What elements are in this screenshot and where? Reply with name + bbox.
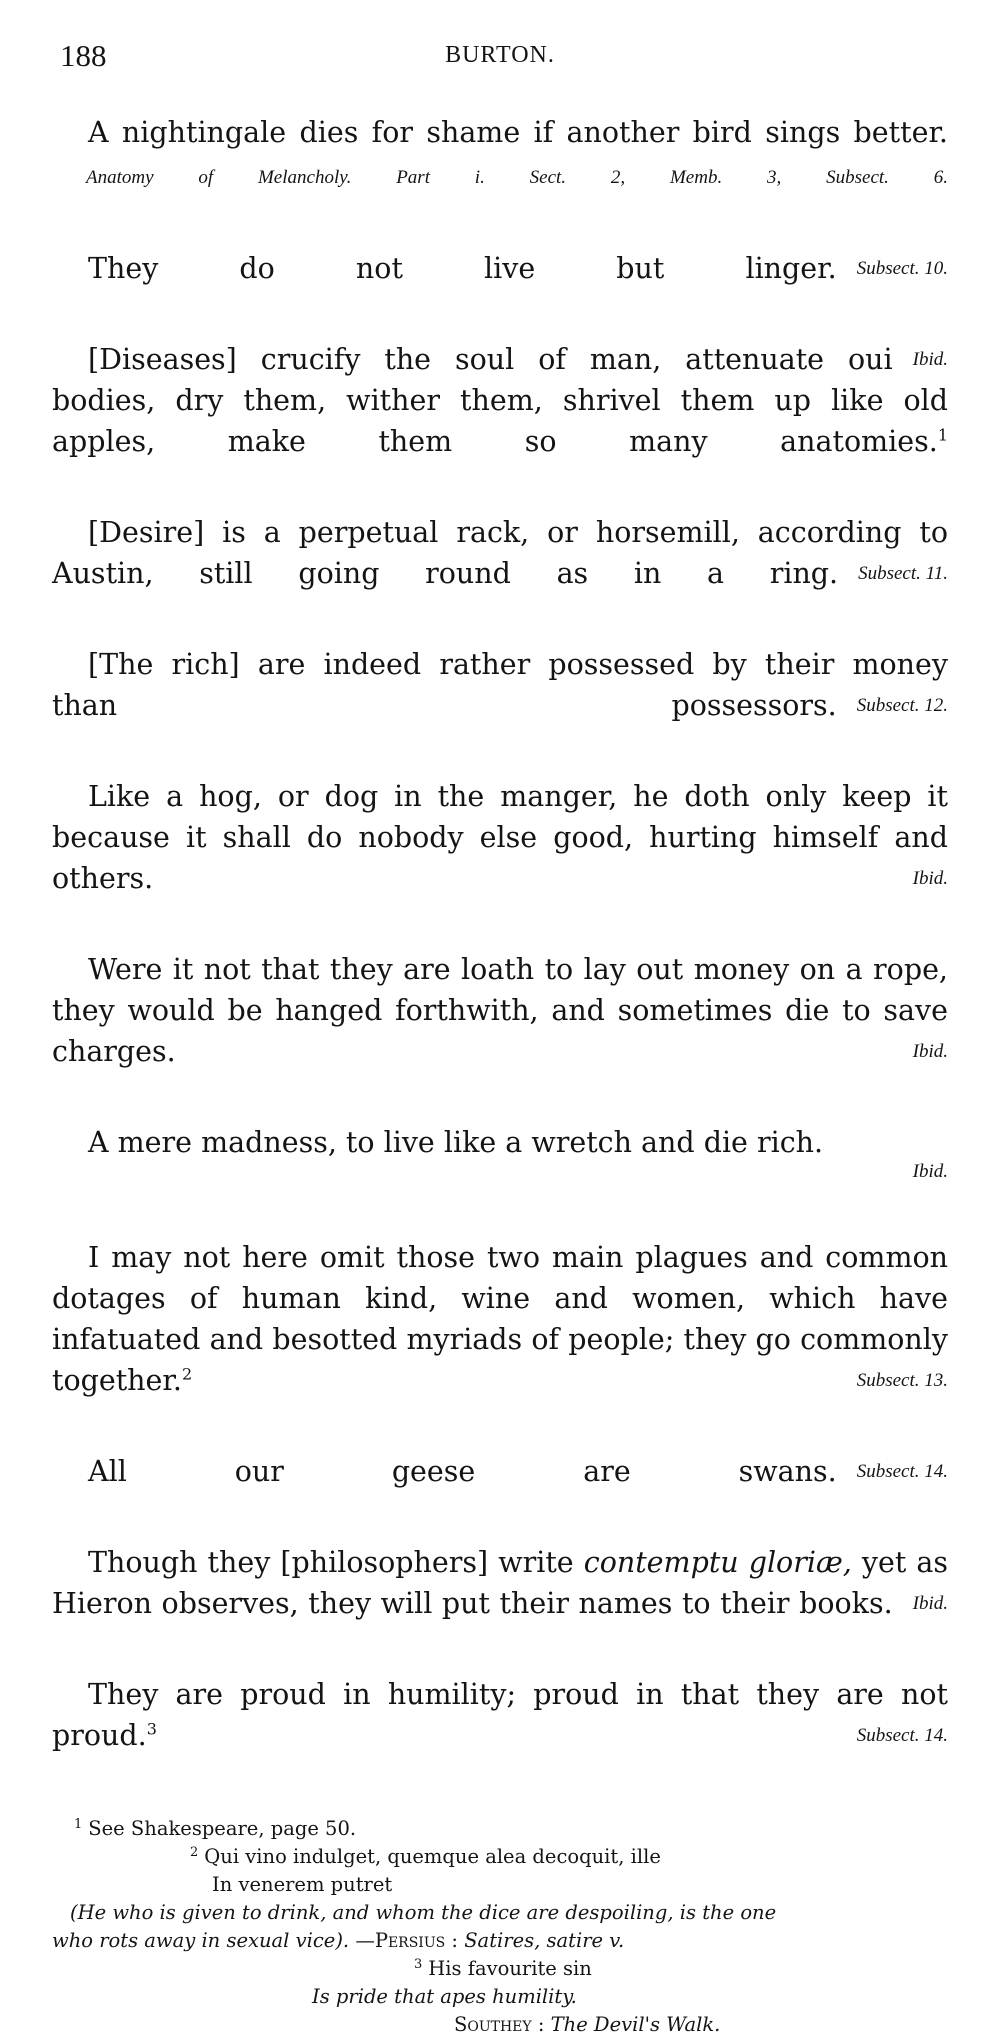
quote-latin-phrase: contemptu gloriæ, <box>583 1546 852 1579</box>
running-head: BURTON. <box>445 42 555 68</box>
quote-madness <box>52 1122 948 1228</box>
quote-citation: Subsect. 13. <box>856 1370 948 1391</box>
footnote-reference: 1 <box>937 425 948 445</box>
quote-rope <box>52 949 948 1113</box>
footnote-text: See Shakespeare, page 50. <box>88 1817 357 1840</box>
footnote-3-line-1 <box>52 1955 948 1983</box>
quote-citation: Subsect. 10. <box>856 258 948 279</box>
footnote-3-line-2 <box>52 1983 948 2011</box>
quote-geese <box>52 1451 948 1533</box>
page-number: 188 <box>60 38 107 73</box>
quote-text: A nightingale dies for shame if another bird sings better. <box>88 116 948 149</box>
footnote-text: Qui vino indulget, quemque alea decoquit, ille <box>204 1845 661 1868</box>
footnote-3-line-3 <box>52 2011 948 2039</box>
quote-proud <box>52 1674 948 1797</box>
quote-philosophers <box>52 1542 948 1665</box>
quote-text-before: Though they [philosophers] write <box>88 1546 584 1579</box>
page-header <box>52 28 948 84</box>
footnotes <box>52 1815 948 2039</box>
quote-text: I may not here omit those two main plagues and common dotages of human kind, wine and women, which have infatuated and besotted myriads of people; they go commonly together. <box>52 1241 948 1397</box>
footnote-2-line-2 <box>52 1871 948 1899</box>
footnote-separator: : <box>531 2013 551 2036</box>
quote-nightingale <box>52 112 948 239</box>
footnote-2-line-1 <box>52 1843 948 1871</box>
footnote-text: Is pride that apes humility. <box>312 1985 577 2008</box>
quote-citation: Ibid. <box>912 349 948 370</box>
quote-citation: Subsect. 14. <box>856 1461 948 1482</box>
quote-citation: Ibid. <box>912 868 948 889</box>
quote-text: [The rich] are indeed rather possessed by their money than possessors. <box>52 648 948 722</box>
quote-text: Were it not that they are loath to lay out money on a rope, they would be hanged forthwith, and sometimes die to save charges. <box>52 953 948 1068</box>
quote-text: [Diseases] crucify the soul of man, attenuate oui bodies, dry them, wither them, shrivel them up like old apples, make them so many anatomies. <box>52 343 948 458</box>
quotation-list <box>52 112 948 1797</box>
footnote-marker: 1 <box>74 1816 83 1832</box>
quote-citation: Ibid. <box>912 1161 948 1182</box>
quote-hog <box>52 776 948 940</box>
quote-text: They are proud in humility; proud in that they are not proud. <box>52 1678 948 1752</box>
book-page <box>52 28 948 2039</box>
quote-citation: Subsect. 12. <box>856 695 948 716</box>
footnote-marker: 3 <box>414 1956 423 1972</box>
quote-text: A mere madness, to live like a wretch and die rich. <box>88 1126 824 1159</box>
quote-citation: Ibid. <box>912 1593 948 1614</box>
footnote-text: In venerem putret <box>212 1873 393 1896</box>
footnote-reference: 2 <box>181 1364 193 1384</box>
footnote-work: Satires, satire v. <box>464 1929 625 1952</box>
footnote-text: His favourite sin <box>428 1957 592 1980</box>
footnote-text: (He who is given to drink, and whom the dice are despoiling, is the one <box>70 1901 777 1924</box>
footnote-2-line-4 <box>52 1927 948 1955</box>
quote-diseases <box>52 339 948 503</box>
quote-text: All our geese are swans. <box>88 1455 837 1488</box>
quote-text-after: yet as Hieron observes, they will put their names to their books. <box>52 1546 949 1620</box>
quote-text: [Desire] is a perpetual rack, or horsemill, according to Austin, still going round as in a ring. <box>52 516 948 590</box>
quote-text: Like a hog, or dog in the manger, he doth only keep it because it shall do nobody else good, hurting himself and others. <box>52 780 948 895</box>
quote-text: They do not live but linger. <box>88 252 837 285</box>
footnote-separator: : <box>445 1929 465 1952</box>
footnote-2-line-3 <box>52 1899 948 1927</box>
quote-rich <box>52 644 948 767</box>
footnote-author: Persius <box>374 1929 446 1952</box>
quote-desire <box>52 512 948 635</box>
footnote-work: The Devil's Walk. <box>550 2013 721 2036</box>
footnote-author: Southey <box>454 2013 532 2036</box>
quote-citation: Subsect. 14. <box>856 1725 948 1746</box>
footnote-reference: 3 <box>146 1719 157 1739</box>
quote-citation: Anatomy of Melancholy. Part i. Sect. 2, Memb. 3, Subsect. 6. <box>86 167 948 188</box>
quote-plagues <box>52 1237 948 1442</box>
quote-citation: Ibid. <box>912 1041 948 1062</box>
footnote-text: who rots away in sexual vice). — <box>52 1929 375 1952</box>
quote-linger <box>52 248 948 330</box>
footnote-marker: 2 <box>190 1844 199 1860</box>
footnote-1 <box>52 1815 948 1843</box>
quote-citation: Subsect. 11. <box>858 563 948 584</box>
